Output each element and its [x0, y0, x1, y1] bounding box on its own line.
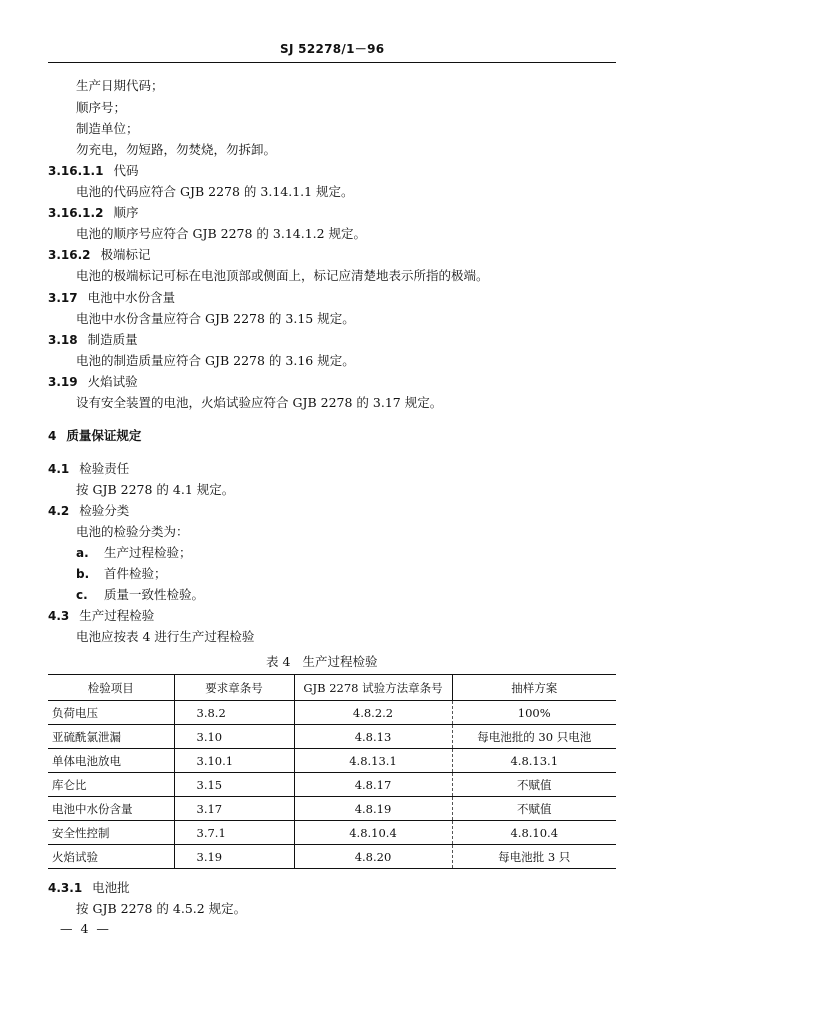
section-heading-3-16-1-1: [48, 163, 138, 179]
section-number: 4.3: [48, 609, 70, 623]
header-inspection-item: 检验项目: [48, 675, 174, 701]
cell-item: 电池中水份含量: [52, 801, 133, 816]
section-heading-3-19: [48, 374, 138, 390]
section-heading-4-1: [48, 461, 129, 477]
cell-item: 库仑比: [52, 777, 87, 792]
marking-item-manufacturer: 制造单位；: [76, 121, 139, 136]
cell-requirement: 3.17: [174, 797, 294, 821]
section-title: 生产过程检验: [79, 608, 155, 623]
marking-item-serial: 顺序号；: [76, 100, 127, 115]
section-heading-4-2: [48, 503, 129, 519]
section-heading-3-16-2: [48, 247, 151, 263]
table-row: [48, 773, 616, 797]
table-row: [48, 821, 616, 845]
table-caption-title: 生产过程检验: [302, 654, 378, 669]
section-body-4-1: 按 GJB 2278 的 4.1 规定。: [76, 482, 235, 497]
cell-requirement: 3.10: [174, 725, 294, 749]
cell-requirement: 3.15: [174, 773, 294, 797]
cell-test-method: 4.8.2.2: [294, 701, 452, 725]
section-body-3-17: 电池中水份含量应符合 GJB 2278 的 3.15 规定。: [76, 311, 355, 326]
cell-item: 亚硫酰氯泄漏: [52, 729, 121, 744]
list-item: [76, 566, 167, 582]
section-title: 检验责任: [79, 461, 130, 476]
list-item: [76, 587, 204, 603]
list-text: 首件检验；: [104, 566, 167, 581]
section-number: 3.18: [48, 333, 78, 347]
marking-item-warnings: 勿充电，勿短路，勿焚烧，勿拆卸。: [76, 142, 277, 157]
section-body-3-16-1-1: 电池的代码应符合 GJB 2278 的 3.14.1.1 规定。: [76, 184, 354, 199]
header-requirement-clause: 要求章条号: [174, 675, 294, 701]
list-item: [76, 545, 192, 561]
cell-requirement: 3.8.2: [174, 701, 294, 725]
section-body-4-3-1: 按 GJB 2278 的 4.5.2 规定。: [76, 901, 247, 916]
table-row: [48, 725, 616, 749]
section-heading-4-3-1: [48, 880, 130, 896]
header-rule: [48, 62, 616, 63]
section-number: 3.16.1.2: [48, 206, 104, 220]
cell-sampling: 每电池批的 30 只电池: [452, 725, 616, 749]
cell-test-method: 4.8.13: [294, 725, 452, 749]
table-caption: [266, 652, 377, 670]
table-caption-number: 表 4: [266, 654, 291, 669]
section-body-3-16-1-2: 电池的顺序号应符合 GJB 2278 的 3.14.1.2 规定。: [76, 226, 367, 241]
section-title: 顺序: [113, 205, 139, 220]
cell-requirement: 3.7.1: [174, 821, 294, 845]
list-text: 生产过程检验；: [104, 545, 192, 560]
document-code: SJ 52278/1－96: [280, 42, 385, 56]
cell-test-method: 4.8.19: [294, 797, 452, 821]
section-title: 制造质量: [87, 332, 138, 347]
section-number: 3.16.1.1: [48, 164, 104, 178]
header-sampling-plan: 抽样方案: [452, 675, 616, 701]
section-title: 检验分类: [79, 503, 130, 518]
chapter-heading-4: [48, 428, 141, 444]
section-heading-4-3: [48, 608, 154, 624]
inspection-table: [48, 674, 616, 869]
table-header-row: [48, 675, 616, 701]
cell-sampling: 100%: [452, 701, 616, 725]
section-body-4-2: 电池的检验分类为：: [76, 524, 189, 539]
cell-test-method: 4.8.13.1: [294, 749, 452, 773]
section-number: 3.16.2: [48, 248, 91, 262]
section-title: 电池批: [92, 880, 130, 895]
section-number: 3.19: [48, 375, 78, 389]
page-number: — 4 —: [60, 921, 111, 936]
table-row: [48, 845, 616, 869]
cell-item: 单体电池放电: [52, 753, 121, 768]
table-row: [48, 701, 616, 725]
section-body-3-18: 电池的制造质量应符合 GJB 2278 的 3.16 规定。: [76, 353, 355, 368]
marking-item-date-code: 生产日期代码；: [76, 78, 164, 93]
section-title: 火焰试验: [87, 374, 138, 389]
section-number: 4: [48, 429, 57, 443]
cell-requirement: 3.19: [174, 845, 294, 869]
table-row: [48, 749, 616, 773]
cell-item: 负荷电压: [52, 705, 98, 720]
cell-sampling: 每电池批 3 只: [452, 845, 616, 869]
cell-item: 火焰试验: [52, 849, 98, 864]
list-text: 质量一致性检验。: [104, 587, 205, 602]
section-number: 4.2: [48, 504, 70, 518]
section-heading-3-16-1-2: [48, 205, 138, 221]
cell-sampling: 4.8.10.4: [452, 821, 616, 845]
cell-requirement: 3.10.1: [174, 749, 294, 773]
header-test-method-clause: GJB 2278 试验方法章条号: [294, 675, 452, 701]
section-heading-3-18: [48, 332, 138, 348]
list-marker: b.: [76, 567, 90, 581]
section-body-3-19: 设有安全装置的电池，火焰试验应符合 GJB 2278 的 3.17 规定。: [76, 395, 443, 410]
section-body-4-3: 电池应按表 4 进行生产过程检验: [76, 629, 255, 644]
table-row: [48, 797, 616, 821]
section-body-3-16-2: 电池的极端标记可标在电池顶部或侧面上，标记应清楚地表示所指的极端。: [76, 268, 489, 283]
section-title: 极端标记: [100, 247, 151, 262]
cell-test-method: 4.8.17: [294, 773, 452, 797]
list-marker: c.: [76, 588, 88, 602]
cell-test-method: 4.8.20: [294, 845, 452, 869]
section-title: 质量保证规定: [66, 428, 142, 443]
section-title: 代码: [113, 163, 139, 178]
cell-sampling: 不赋值: [452, 773, 616, 797]
cell-sampling: 4.8.13.1: [452, 749, 616, 773]
section-title: 电池中水份含量: [87, 290, 176, 305]
section-number: 4.1: [48, 462, 70, 476]
section-heading-3-17: [48, 290, 175, 306]
section-number: 4.3.1: [48, 881, 83, 895]
cell-test-method: 4.8.10.4: [294, 821, 452, 845]
cell-item: 安全性控制: [52, 825, 110, 840]
section-number: 3.17: [48, 291, 78, 305]
list-marker: a.: [76, 546, 89, 560]
cell-sampling: 不赋值: [452, 797, 616, 821]
